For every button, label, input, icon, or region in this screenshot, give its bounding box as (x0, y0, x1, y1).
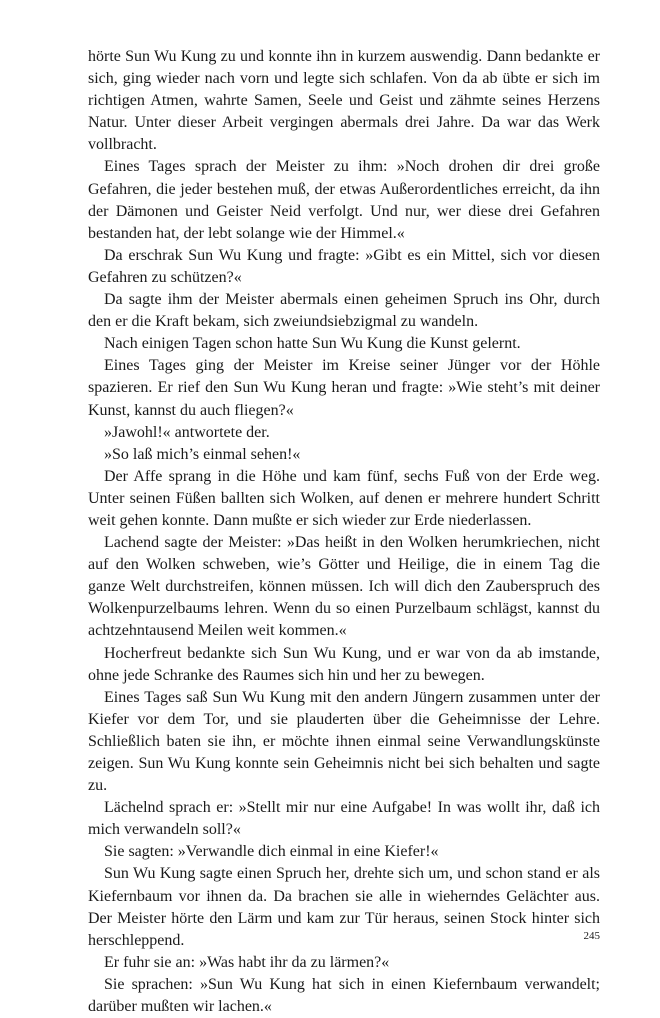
paragraph-17: Sie sprachen: »Sun Wu Kung hat sich in einen Kiefernbaum verwandelt; darüber mußten wir lachen.« (88, 975, 600, 1016)
paragraph-7: »Jawohl!« antwortete der. (104, 423, 270, 441)
paragraph-6: Eines Tages ging der Meister im Kreise seiner Jünger vor der Höhle spazieren. Er rief den Sun Wu Kung heran und fragte: »Wie steht’s mit deiner Kunst, kannst du auch fliegen?« (88, 357, 600, 419)
paragraph-12: Eines Tages saß Sun Wu Kung mit den andern Jüngern zusammen unter der Kiefer vor dem Tor, und sie plauderten über die Geheimnisse der Lehre. Schließlich baten sie ihn, er möchte ihnen einmal seine Verwandlungskünste zeigen. Sun Wu Kung konnte sein Geheimnis nicht bei sich behalten und sagte zu. (88, 688, 600, 795)
paragraph-14: Sie sagten: »Verwandle dich einmal in eine Kiefer!« (104, 843, 439, 861)
page-number: 245 (583, 930, 600, 942)
paragraph-9: Der Affe sprang in die Höhe und kam fünf, sechs Fuß von der Erde weg. Unter seinen Füßen ballten sich Wolken, auf denen er mehrere hundert Schritt weit gehen konnte. Dann mußte er sich wieder zur Erde niederlassen. (88, 467, 600, 529)
paragraph-1: hörte Sun Wu Kung zu und konnte ihn in kurzem auswendig. Dann bedankte er sich, ging wieder nach vorn und legte sich schlafen. Von da ab übte er sich im richtigen Atmen, wahrte Samen, Seele und Geist und zähmte seines Herzens Natur. Unter dieser Arbeit vergingen abermals drei Jahre. Da war das Werk vollbracht. (88, 48, 600, 154)
paragraph-10: Lachend sagte der Meister: »Das heißt in den Wolken herumkriechen, nicht auf den Wolken schweben, wie’s Götter und Heilige, die in einem Tag die ganze Welt durchstreifen, können müssen. Ich will dich den Zauberspruch des Wolkenpurzelbaums lehren. Wenn du so einen Purzelbaum schlägst, kannst du achtzehntausend Meilen weit kommen.« (88, 534, 600, 640)
paragraph-2: Eines Tages sprach der Meister zu ihm: »Noch drohen dir drei große Gefahren, die jeder bestehen muß, der etwas Außerordentliches erreicht, da ihn der Dämonen und Geister Neid verfolgt. Und nur, wer diese drei Gefahren bestanden hat, der lebt solange wie der Himmel.« (88, 158, 600, 242)
paragraph-5: Nach einigen Tagen schon hatte Sun Wu Kung die Kunst gelernt. (104, 335, 521, 353)
paragraph-8: »So laß mich’s einmal sehen!« (104, 445, 301, 463)
paragraph-3: Da erschrak Sun Wu Kung und fragte: »Gibt es ein Mittel, sich vor diesen Gefahren zu schützen?« (88, 246, 600, 286)
paragraph-13: Lächelnd sprach er: »Stellt mir nur eine Aufgabe! In was wollt ihr, daß ich mich verwandeln soll?« (88, 799, 600, 839)
book-page-text (88, 46, 600, 1018)
paragraph-11: Hocherfreut bedankte sich Sun Wu Kung, und er war von da ab imstande, ohne jede Schranke des Raumes sich hin und her zu bewegen. (88, 644, 600, 684)
paragraph-16: Er fuhr sie an: »Was habt ihr da zu lärmen?« (104, 953, 390, 971)
paragraph-15: Sun Wu Kung sagte einen Spruch her, drehte sich um, und schon stand er als Kiefernbaum vor ihnen da. Da brachen sie alle in wieherndes Gelächter aus. Der Meister hörte den Lärm und kam zur Tür heraus, seinen Stock hinter sich herschleppend. (88, 865, 600, 949)
paragraph-4: Da sagte ihm der Meister abermals einen geheimen Spruch ins Ohr, durch den er die Kraft bekam, sich zweiundsiebzigmal zu wandeln. (88, 291, 600, 331)
